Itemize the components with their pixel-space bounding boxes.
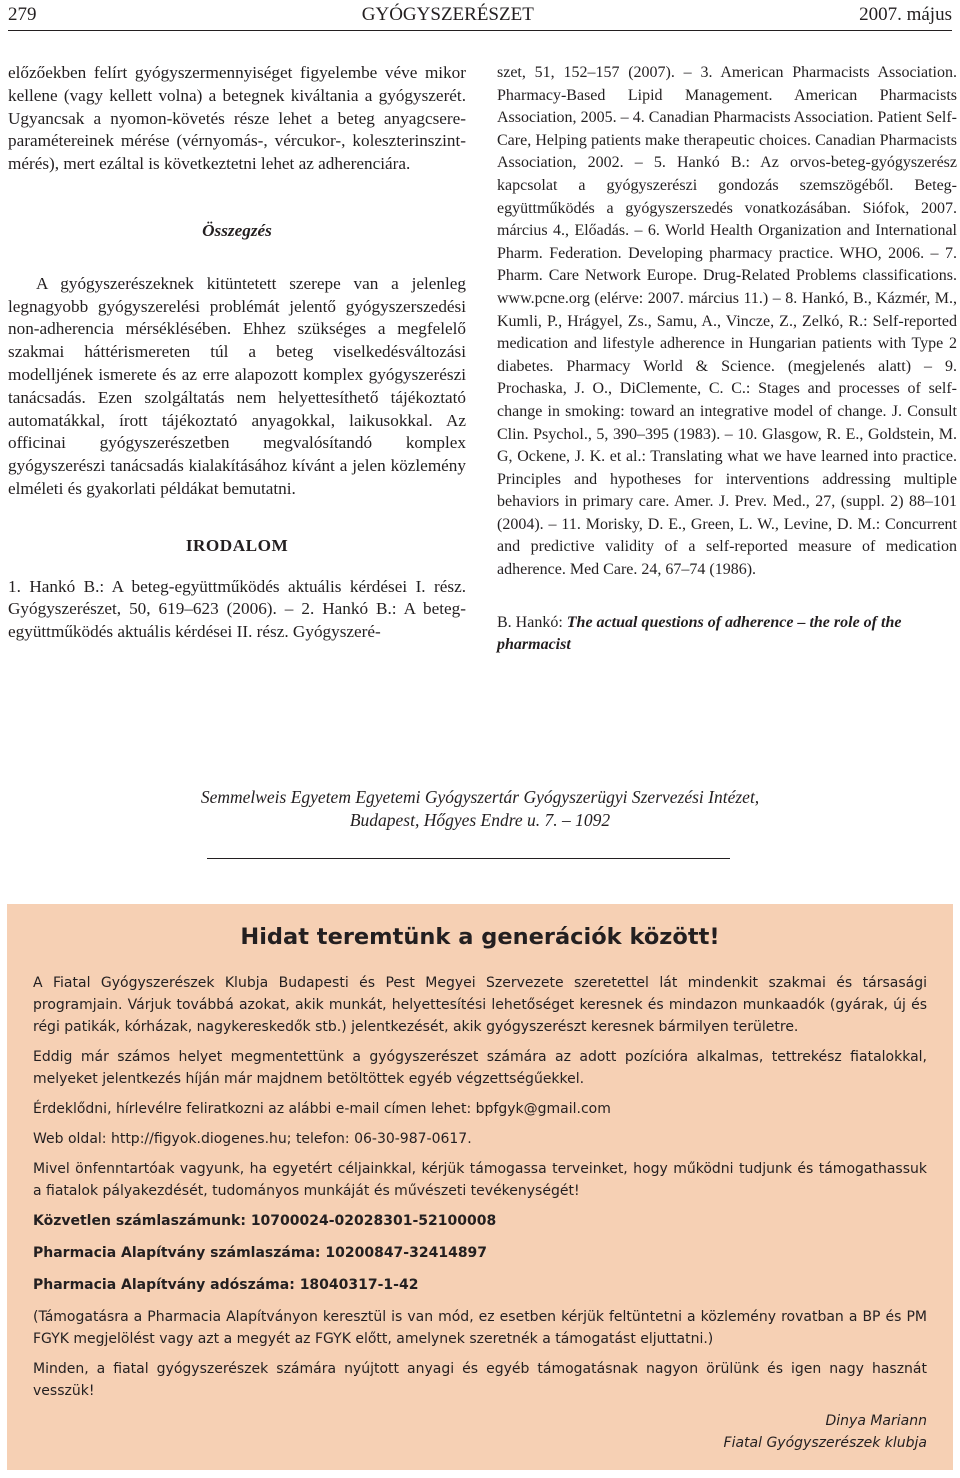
affiliation xyxy=(0,786,960,831)
references-heading: IRODALOM xyxy=(185,535,289,555)
journal-name: GYÓGYSZERÉSZET xyxy=(361,4,534,25)
announcement-paragraph-6: (Támogatásra a Pharmacia Alapítványon keresztül is van mód, ez esetben kérjük feltüntetni a közlemény rovatban a BP és PM FGYK megjelölést vagy azt a megyét az FGYK előtt, amelynek szeretnék a támogatást eljuttatni.) xyxy=(33,1309,927,1347)
signature-org: Fiatal Gyógyszerészek klubja xyxy=(723,1435,927,1451)
account-number: Közvetlen számlaszámunk: 10700024-02028301-52100008 xyxy=(33,1213,497,1229)
announcement-paragraph-5: Mivel önfenntartóak vagyunk, ha egyetért céljainkkal, kérjük támogassa terveinket, hogy működni tudjunk és támogathassuk a fiatalok pályakezdését, tudományos munkáját és művészeti tevékenységét! xyxy=(33,1161,927,1199)
announcement-title: Hidat teremtünk a generációk között! xyxy=(240,924,720,950)
affiliation-line-1: Semmelweis Egyetem Egyetemi Gyógyszertár Gyógyszerügyi Szervezési Intézet, xyxy=(200,787,760,807)
announcement-paragraph-7: Minden, a fiatal gyógyszerészek számára nyújtott anyagi és egyéb támogatásnak nagyon örülünk és igen nagy hasznát vesszük! xyxy=(33,1361,927,1399)
separator-rule xyxy=(207,858,730,859)
announcement-paragraph-4: Web oldal: http://figyok.diogenes.hu; telefon: 06-30-987-0617. xyxy=(33,1131,472,1147)
intro-paragraph: előzőekben felírt gyógyszermennyiséget figyelembe véve mikor kellene (vagy kellett volna) a betegnek kiváltania a gyógyszerét. Ugyancsak a nyomon-követés része lehet a beteg anyagcsere-paramétereinek mérése (vérnyomás-, vércukor-, koleszterinszint-mérés), mert ezáltal is következtetni lehet az adherenciára. xyxy=(8,63,466,174)
english-author: B. Hankó: xyxy=(497,613,563,631)
announcement-paragraph-1: A Fiatal Gyógyszerészek Klubja Budapesti és Pest Megyei Szervezete szeretettel lát mindenkit szakmai és társasági programjain. Várjuk továbbá azokat, akik munkát, helyettesítési lehetőséget keresnek és mindazon munkaadók (gyárak, új és régi patikák, kórházak, nagykereskedők stb.) jelentkezését, akik gyógyszerészt keresnek bármilyen területre. xyxy=(33,975,927,1035)
foundation-tax-number: Pharmacia Alapítvány adószáma: 18040317-1-42 xyxy=(33,1277,419,1293)
summary-heading: Összegzés xyxy=(202,220,272,240)
signature xyxy=(33,1410,927,1454)
foundation-account-number: Pharmacia Alapítvány számlaszáma: 10200847-32414897 xyxy=(33,1245,488,1261)
announcement-paragraph-3: Érdeklődni, hírlevélre feliratkozni az alábbi e-mail címen lehet: bpfgyk@gmail.com xyxy=(33,1101,611,1117)
issue-date: 2007. május xyxy=(859,4,952,25)
page-number: 279 xyxy=(8,4,37,25)
references-continued: szet, 51, 152–157 (2007). – 3. American Pharmacists Association. Pharmacy-Based Lipid Management. American Pharmacists Association, 2005. – 4. Canadian Pharmacists Association. Patient Self-Care, Helping patients make therapeutic choices. Canadian Pharmacists Association, 2002. – 5. Hankó B.: Az orvos-beteg-gyógyszerész kapcsolat a gyógyszerészi gondozás szemszögéből. Beteg-együttműködés a gyógyszerszedés vonatkozásában. Siófok, 2007. március 4., Előadás. – 6. World Health Organization and International Pharm. Federation. Developing pharmacy practice. WHO, 2006. – 7. Pharm. Care Network Europe. Drug-Related Problems classifications. www.pcne.org (elérve: 2007. március 11.) – 8. Hankó, B., Kázmér, M., Kumli, P., Hrágyel, Zs., Samu, A., Vincze, Z., Zelkó, R.: Self-reported medication and lifestyle adherence in Hungarian patients with Type 2 diabetes. Pharmacy World & Science. (megjelenés alatt) – 9. Prochaska, J. O., DiClemente, C. C.: Stages and processes of self-change in smoking: toward an integrative model of change. J. Consult Clin. Psychol., 5, 390–395 (1983). – 10. Glasgow, R. E., Goldstein, M. G, Ockene, J. K. et al.: Translating what we have learned into practice. Principles and hypotheses for interventions addressing multiple behaviors in primary care. Amer. J. Prev. Med., 27, (suppl. 2) 88–101 (2004). – 11. Morisky, D. E., Green, L. W., Levine, D. M.: Concurrent and predictive validity of a self-reported measure of medication adherence. Med Care. 24, 67–74 (1986). xyxy=(497,64,957,579)
announcement-box xyxy=(7,904,953,1470)
english-title: The actual questions of adherence – the role of the pharmacist xyxy=(497,613,902,654)
right-column xyxy=(497,62,957,657)
english-abstract-title xyxy=(497,612,957,657)
signature-name: Dinya Mariann xyxy=(825,1413,927,1429)
summary-paragraph: A gyógyszerészeknek kitüntetett szerepe van a jelenleg legnagyobb gyógyszerelési problémát jelentő gyógyszerszedési non-adherencia mérséklésében. Ehhez szükséges a megfelelő szakmai háttérismereten túl a beteg viselkedésváltozási modelljének ismerete és az erre alapozott komplex gyógyszerészi tanácsadás. Ezen szolgáltatás nem helyettesíthető tájékoztató automatákkal, írott tájékoztató anyagokkal, laikusokkal. Az officinai gyógyszerészetben megvalósítandó komplex gyógyszerészi tanácsadás kialakításához kívánt a jelen közlemény elméleti és gyakorlati példákat bemutatni. xyxy=(8,273,466,498)
references-start: 1. Hankó B.: A beteg-együttműködés aktuális kérdései I. rész. Gyógyszerészet, 50, 619–623 (2006). – 2. Hankó B.: A beteg-együttműködés aktuális kérdései II. rész. Gyógyszeré- xyxy=(8,576,466,642)
page-header xyxy=(8,0,952,31)
affiliation-line-2: Budapest, Hőgyes Endre u. 7. – 1092 xyxy=(349,809,611,830)
announcement-paragraph-2: Eddig már számos helyet megmentettünk a gyógyszerészet számára az adott pozícióra alkalmas, tettrekész fiatalokkal, melyeket jelentkezés híján már majdnem betöltöttek egyéb végzettségűekkel. xyxy=(33,1049,927,1087)
left-column xyxy=(8,62,466,644)
